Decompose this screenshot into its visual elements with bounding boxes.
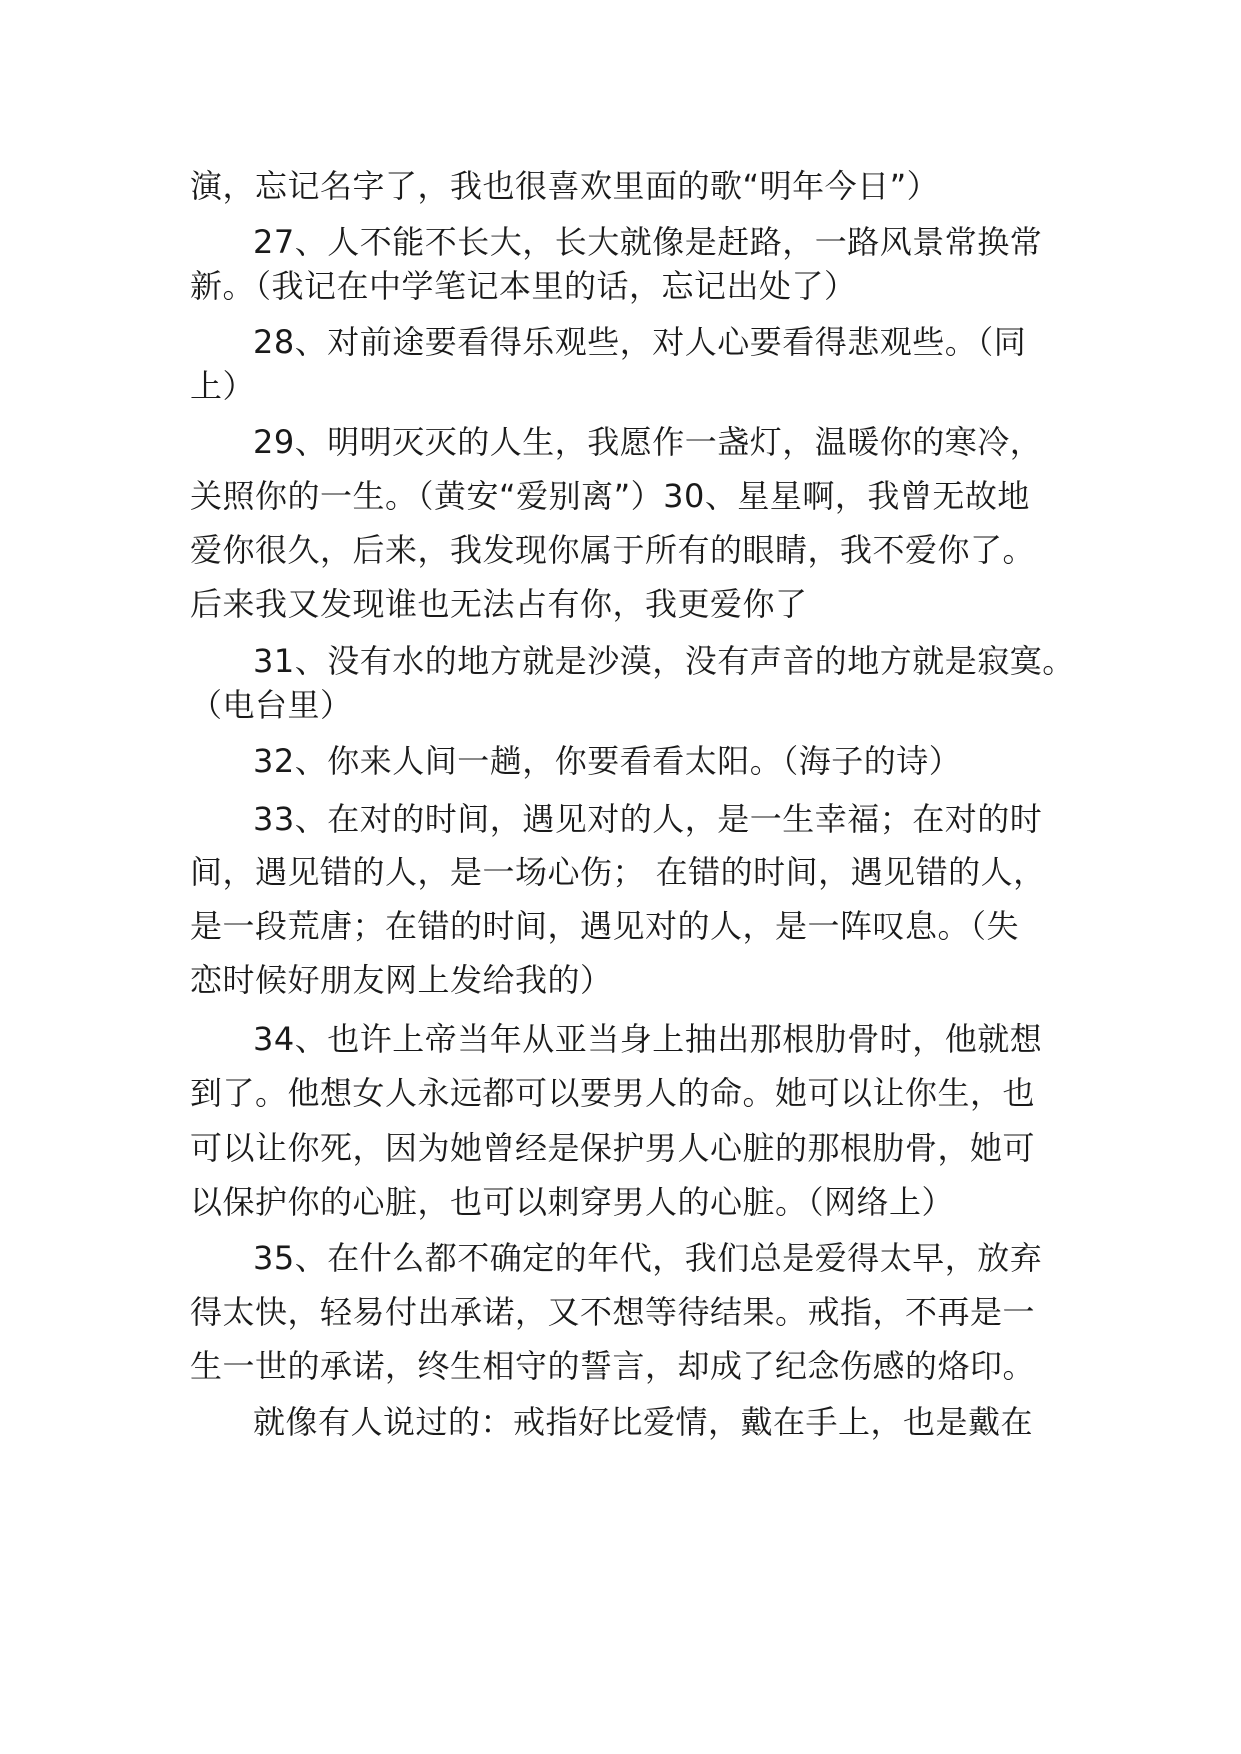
text-line: 27、人不能不长大，长大就像是赶路，一路风景常换常 bbox=[253, 223, 1043, 261]
text-line: 得太快，轻易付出承诺，又不想等待结果。戒指，不再是一 bbox=[190, 1293, 1036, 1331]
text-line: 就像有人说过的：戒指好比爱情，戴在手上，也是戴在 bbox=[253, 1403, 1034, 1441]
text-line: 上） bbox=[190, 367, 256, 405]
text-line: 31、没有水的地方就是沙漠，没有声音的地方就是寂寞。 bbox=[253, 642, 1075, 680]
text-line: 关照你的一生。（黄安“爱别离”）30、星星啊，我曾无故地 bbox=[190, 477, 1030, 515]
text-line: 29、明明灭灭的人生，我愿作一盏灯，温暖你的寒冷， bbox=[253, 423, 1043, 461]
text-line: 新。（我记在中学笔记本里的话，忘记出处了） bbox=[190, 267, 857, 305]
text-line: 可以让你死，因为她曾经是保护男人心脏的那根肋骨，她可 bbox=[190, 1129, 1036, 1167]
text-line: 后来我又发现谁也无法占有你，我更爱你了 bbox=[190, 585, 808, 623]
text-line: 28、对前途要看得乐观些，对人心要看得悲观些。（同 bbox=[253, 323, 1027, 361]
text-line: 演，忘记名字了，我也很喜欢里面的歌“明年今日”） bbox=[190, 167, 940, 205]
text-line: 到了。他想女人永远都可以要男人的命。她可以让你生，也 bbox=[190, 1074, 1036, 1112]
text-line: 是一段荒唐；在错的时间，遇见对的人，是一阵叹息。（失 bbox=[190, 907, 1020, 945]
text-line: 34、也许上帝当年从亚当身上抽出那根肋骨时，他就想 bbox=[253, 1020, 1043, 1058]
text-line: （电台里） bbox=[190, 686, 353, 724]
text-line: 35、在什么都不确定的年代，我们总是爱得太早，放弃 bbox=[253, 1239, 1043, 1277]
text-line: 32、你来人间一趟，你要看看太阳。（海子的诗） bbox=[253, 742, 962, 780]
text-line: 恋时候好朋友网上发给我的） bbox=[190, 961, 613, 999]
text-line: 以保护你的心脏，也可以刺穿男人的心脏。（网络上） bbox=[190, 1183, 955, 1221]
text-line: 生一世的承诺，终生相守的誓言，却成了纪念伤感的烙印。 bbox=[190, 1347, 1036, 1385]
text-line: 间，遇见错的人，是一场心伤； 在错的时间，遇见错的人， bbox=[190, 853, 1046, 891]
text-line: 爱你很久，后来，我发现你属于所有的眼睛，我不爱你了。 bbox=[190, 531, 1036, 569]
text-line: 33、在对的时间，遇见对的人，是一生幸福；在对的时 bbox=[253, 800, 1043, 838]
